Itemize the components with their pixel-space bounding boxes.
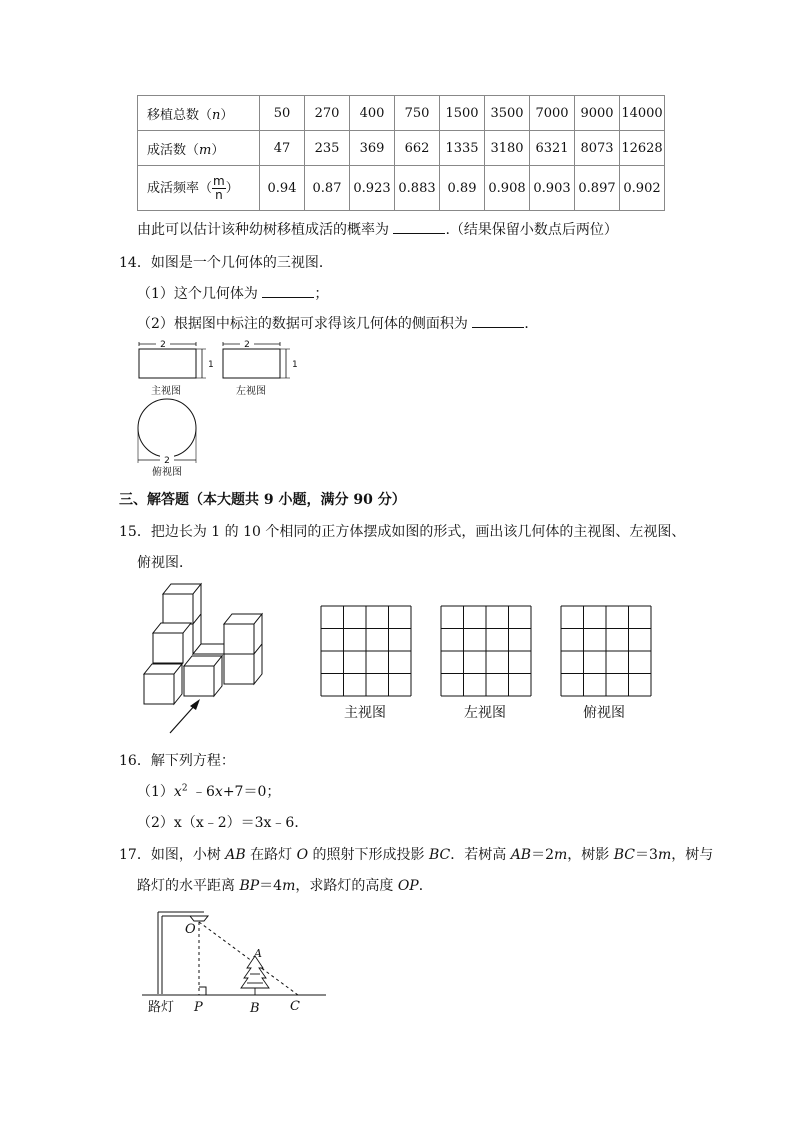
table-cell: 662	[395, 131, 440, 166]
row-header: 成活数（m）	[138, 131, 260, 166]
section-heading: 三、解答题（本大题共 9 小题，满分 90 分）	[119, 492, 406, 508]
dim-label: 2	[160, 340, 166, 350]
row-header: 移植总数（n）	[138, 96, 260, 131]
answer-blank	[472, 315, 524, 328]
table-row	[138, 96, 665, 131]
point-label-P: P	[194, 1000, 203, 1015]
table-row	[138, 131, 665, 166]
point-label-C: C	[290, 999, 300, 1014]
table-cell: 0.883	[395, 166, 440, 211]
table-cell: 0.923	[350, 166, 395, 211]
table-cell: 0.897	[575, 166, 620, 211]
table-cell: 400	[350, 96, 395, 131]
answer-blank	[262, 285, 314, 298]
grid-left-label: 左视图	[464, 705, 506, 721]
grid-top-label: 俯视图	[583, 705, 625, 721]
tree-icon	[241, 956, 269, 995]
q14-part2: （2）根据图中标注的数据可求得该几何体的侧面积为 ．	[137, 316, 539, 332]
table-cell: 369	[350, 131, 395, 166]
table-cell: 6321	[530, 131, 575, 166]
table-cell: 0.902	[620, 166, 665, 211]
q15-line1: 15．把边长为 1 的 10 个相同的正方体摆成如图的形式，画出该几何体的主视图、左视图、	[119, 524, 686, 540]
table-cell: 3180	[485, 131, 530, 166]
q16-eq1: $(1)x^2$ ﹣6x+7＝0；	[137, 783, 281, 800]
table-cell: 14000	[620, 96, 665, 131]
left-view	[223, 339, 298, 397]
table-cell: 0.908	[485, 166, 530, 211]
table-cell: 47	[260, 131, 305, 166]
table-cell: 1500	[440, 96, 485, 131]
q16-title: 16．解下列方程：	[119, 753, 235, 769]
front-view-label: 主视图	[151, 386, 181, 397]
q16-eq2: （2）x（x﹣2）＝3x﹣6．	[137, 815, 309, 831]
front-view	[139, 339, 214, 397]
frequency-table	[137, 95, 665, 211]
street-lamp-figure	[138, 904, 338, 1019]
table-cell: 1335	[440, 131, 485, 166]
q14-part1: （1）这个几何体为 ；	[137, 286, 329, 302]
q17-line1: 17．如图，小树 AB 在路灯 O 的照射下形成投影 BC．若树高 AB＝2m，树影 BC＝3m，树与	[119, 847, 714, 863]
table-row	[138, 166, 665, 211]
fraction: $\frac{m}{n}$	[213, 173, 225, 202]
top-view-label: 俯视图	[152, 467, 182, 478]
grid-front-label: 主视图	[344, 705, 386, 721]
table-cell: 3500	[485, 96, 530, 131]
left-view-label: 左视图	[236, 386, 266, 397]
answer-blank	[393, 221, 445, 234]
table-cell: 235	[305, 131, 350, 166]
cube-stack-figure	[138, 578, 278, 738]
dim-label: 1	[208, 360, 214, 370]
table-cell: 0.94	[260, 166, 305, 211]
dim-label: 1	[292, 360, 298, 370]
q13-conclusion: 由此可以估计该种幼树移植成活的概率为 .（结果保留小数点后两位）	[137, 222, 618, 238]
table-cell: 12628	[620, 131, 665, 166]
lamp-label: 路灯	[148, 1000, 175, 1015]
dim-label: 2	[164, 456, 170, 466]
point-label-B: B	[250, 1001, 260, 1016]
dim-label: 2	[244, 340, 250, 350]
grid-front	[321, 606, 411, 696]
table-cell: 0.87	[305, 166, 350, 211]
table-cell: 50	[260, 96, 305, 131]
table-cell: 9000	[575, 96, 620, 131]
q14-title: 14．如图是一个几何体的三视图．	[119, 255, 333, 271]
grid-top	[561, 606, 651, 696]
answer-grids	[320, 605, 655, 700]
table-cell: 0.903	[530, 166, 575, 211]
table-cell: 750	[395, 96, 440, 131]
table-cell: 270	[305, 96, 350, 131]
table-cell: 7000	[530, 96, 575, 131]
three-views-figure	[130, 336, 310, 482]
point-label-A: A	[254, 947, 262, 960]
grid-left	[441, 606, 531, 696]
table-cell: 0.89	[440, 166, 485, 211]
q15-line2: 俯视图．	[137, 555, 193, 571]
q17-line2: 路灯的水平距离 BP＝4m，求路灯的高度 OP．	[137, 878, 433, 894]
table-cell: 8073	[575, 131, 620, 166]
top-view	[138, 399, 196, 478]
point-label-O: O	[185, 922, 196, 937]
row-header: 成活频率（ $\frac{m}{n}$ ）	[138, 166, 260, 211]
